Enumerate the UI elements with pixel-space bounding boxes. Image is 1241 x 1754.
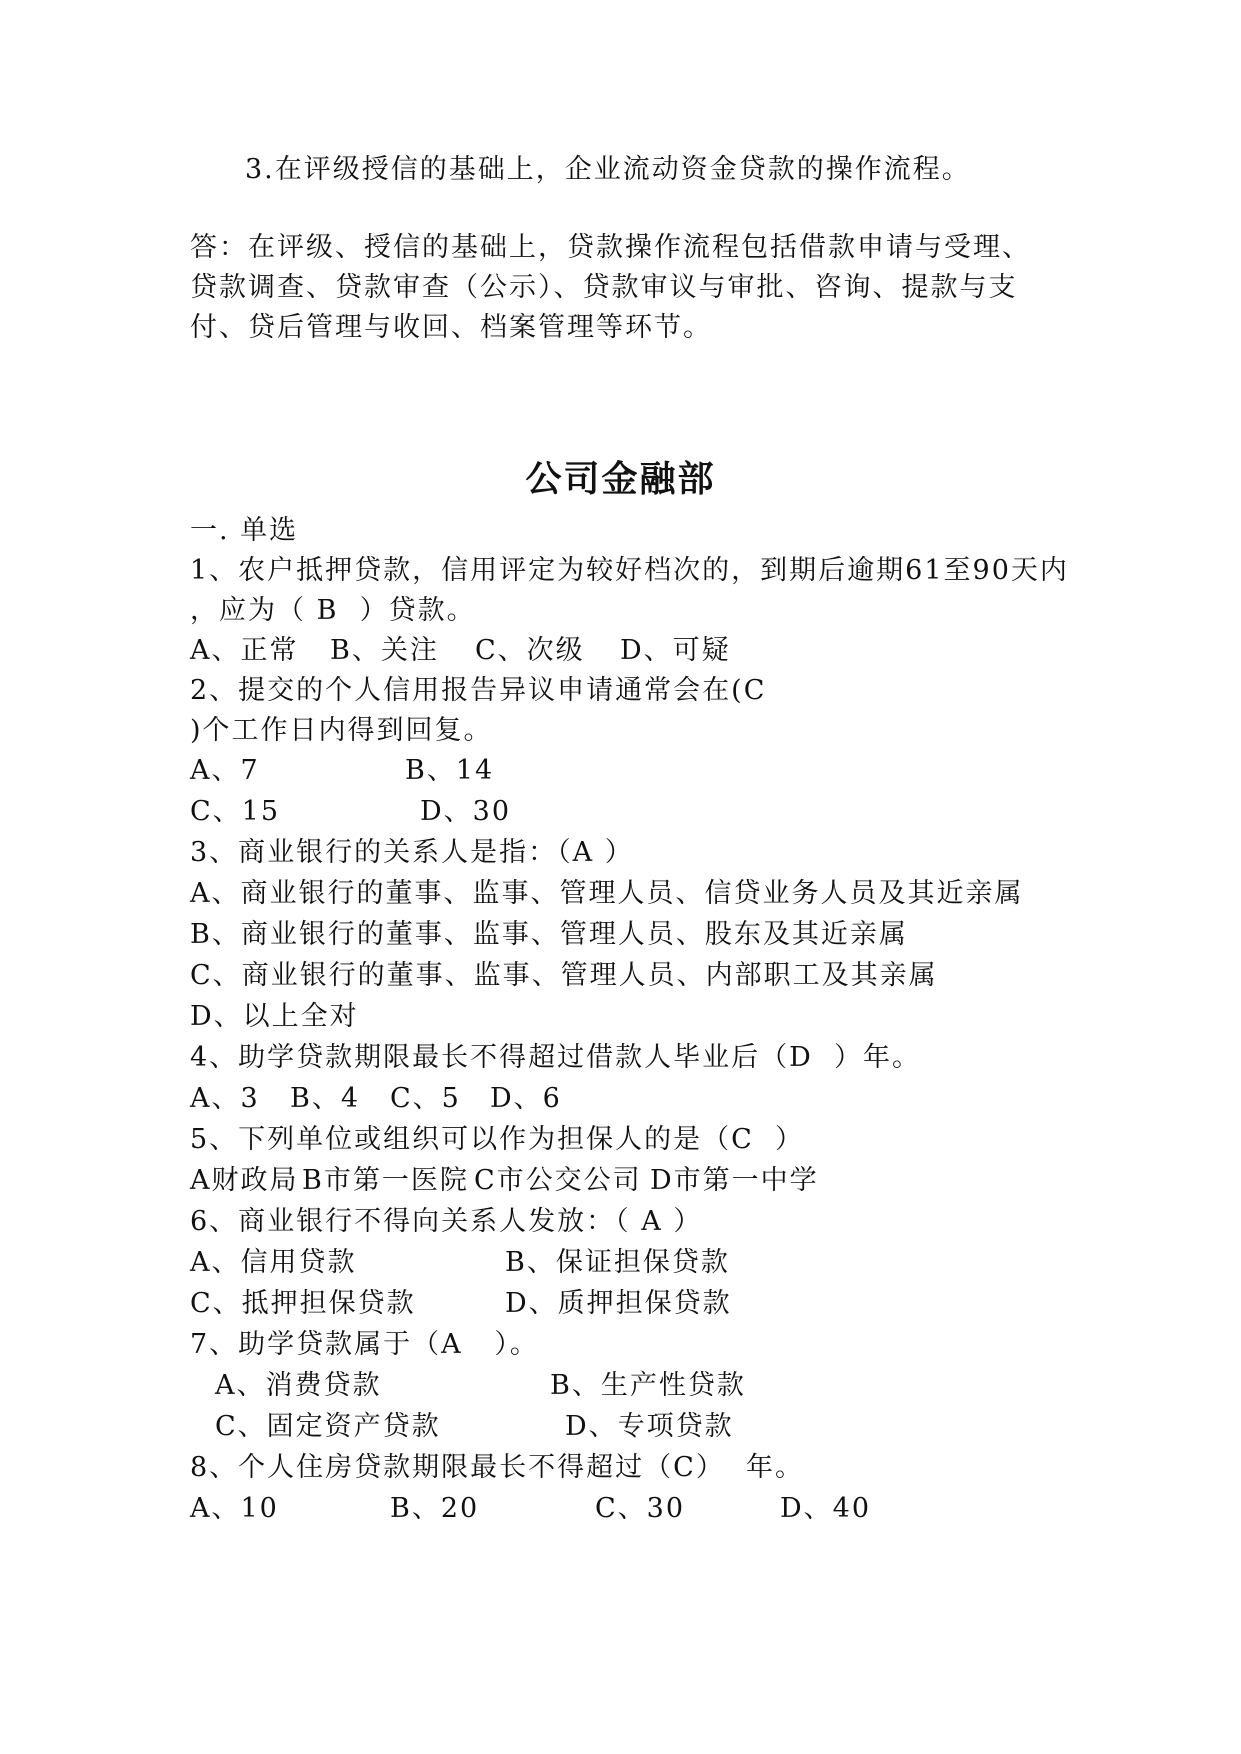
q5-option-b: B市第一医院 <box>302 1165 469 1196</box>
q2-option-c: C、15 <box>190 796 281 827</box>
q2-option-b: B、14 <box>405 755 495 786</box>
q3-option-c: C、商业银行的董事、监事、管理人员、内部职工及其亲属 <box>190 960 938 991</box>
q4-option-c: C、5 <box>390 1083 461 1114</box>
q3-heading: 3.在评级授信的基础上，企业流动资金贷款的操作流程。 <box>245 154 971 185</box>
question-1-line-2: ，应为（ B ）贷款。 <box>190 595 476 626</box>
question-8-line-1: 8、个人住房贷款期限最长不得超过（C） 年。 <box>190 1452 805 1483</box>
q8-option-a: A、10 <box>190 1493 279 1524</box>
question-6-line-1: 6、商业银行不得向关系人发放：（ A ） <box>190 1206 703 1237</box>
section-subtitle: 一. 单选 <box>190 515 299 546</box>
question-1-line-1: 1、农户抵押贷款，信用评定为较好档次的，到期后逾期61至90天内 <box>190 555 1069 586</box>
q3-option-b: B、商业银行的董事、监事、管理人员、股东及其近亲属 <box>190 919 908 950</box>
answer-line-1: 答：在评级、授信的基础上，贷款操作流程包括借款申请与受理、 <box>190 232 1031 263</box>
q2-option-d: D、30 <box>420 796 512 827</box>
q4-option-a: A、3 <box>190 1083 260 1114</box>
q5-option-a: A财政局 <box>190 1165 299 1196</box>
answer-line-3: 付、贷后管理与收回、档案管理等环节。 <box>190 312 712 343</box>
q5-option-d: D市第一中学 <box>650 1165 819 1196</box>
question-4-line-1: 4、助学贷款期限最长不得超过借款人毕业后（D ）年。 <box>190 1042 921 1073</box>
question-2-line-2: )个工作日内得到回复。 <box>190 715 493 746</box>
q1-option-c: C、次级 <box>475 635 585 666</box>
q1-option-b: B、关注 <box>330 635 439 666</box>
q5-option-c: C市公交公司 <box>474 1165 642 1196</box>
q4-option-b: B、4 <box>290 1083 361 1114</box>
q3-option-a: A、商业银行的董事、监事、管理人员、信贷业务人员及其近亲属 <box>190 878 1024 909</box>
q6-option-c: C、抵押担保贷款 <box>190 1288 416 1319</box>
question-2-line-1: 2、提交的个人信用报告异议申请通常会在(C <box>190 675 767 706</box>
q7-option-a: A、消费贷款 <box>215 1370 382 1401</box>
q2-option-a: A、7 <box>190 755 260 786</box>
section-title: 公司金融部 <box>525 459 716 500</box>
q7-option-b: B、生产性贷款 <box>550 1370 746 1401</box>
question-7-line-1: 7、助学贷款属于（A ）。 <box>190 1329 539 1360</box>
q8-option-b: B、20 <box>390 1493 480 1524</box>
q6-option-a: A、信用贷款 <box>190 1247 357 1278</box>
q1-option-a: A、正常 <box>190 635 299 666</box>
q8-option-d: D、40 <box>780 1493 872 1524</box>
q7-option-c: C、固定资产贷款 <box>215 1411 441 1442</box>
q7-option-d: D、专项贷款 <box>565 1411 734 1442</box>
q1-option-d: D、可疑 <box>620 635 731 666</box>
question-5-line-1: 5、下列单位或组织可以作为担保人的是（C ） <box>190 1124 805 1155</box>
q4-option-d: D、6 <box>490 1083 562 1114</box>
q3-option-d: D、以上全对 <box>190 1001 359 1032</box>
q6-option-b: B、保证担保贷款 <box>505 1247 730 1278</box>
answer-line-2: 贷款调查、贷款审查（公示）、贷款审议与审批、咨询、提款与支 <box>190 272 1018 303</box>
q8-option-c: C、30 <box>595 1493 686 1524</box>
question-3-line-1: 3、商业银行的关系人是指：（A ） <box>190 837 634 868</box>
q6-option-d: D、质押担保贷款 <box>505 1288 732 1319</box>
